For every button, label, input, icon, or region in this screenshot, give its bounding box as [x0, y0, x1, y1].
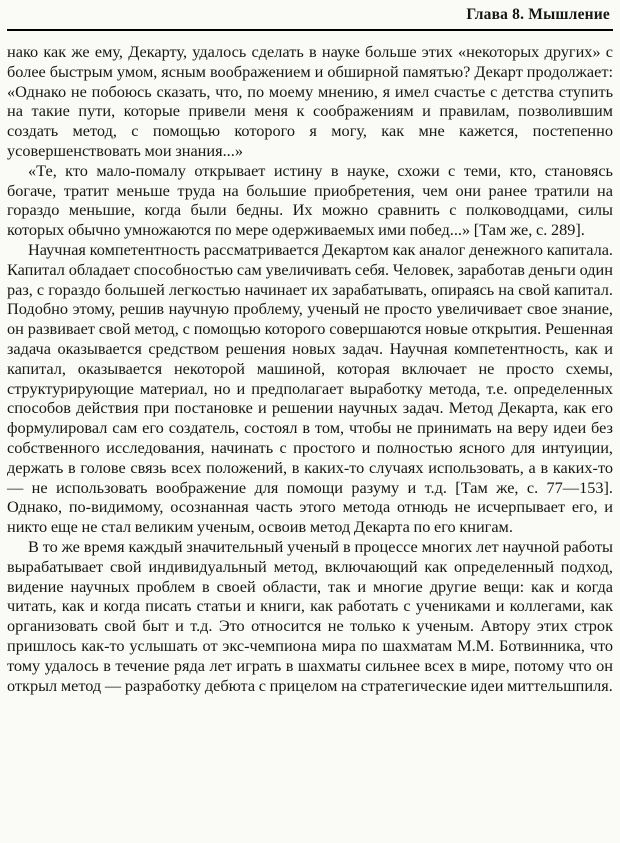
paragraph: «Те, кто мало-помалу открывает истину в науке, схожи с теми, кто, становясь богаче, тратит меньше труда на большие приобретения, чем они ранее тратили на гораздо меньшие, когда были бедны. Их можно сравнить с полководцами, силы которых обычно умножаются по мере одерживаемых ими побед...» [Там же, с. 289].	[7, 160, 613, 240]
paragraph: В то же время каждый значительный ученый в процессе многих лет научной работы вырабатывает свой индивидуальный метод, включающий как определенный подход, видение научных проблем в своей области, так и многие другие вещи: как и когда читать, как и когда писать статьи и книги, как работать с учениками и коллегами, как организовать свой быт и т.д. Это относится не только к ученым. Автору этих строк пришлось как-то услышать от экс-чемпиона мира по шахматам М.М. Ботвинника, что тому удалось в течение ряда лет играть в шахматы сильнее всех в мире, потому что он открыл метод — разработку дебюта с прицелом на стратегические идеи миттельшпиля.	[7, 536, 613, 695]
paragraph: нако как же ему, Декарту, удалось сделать в науке больше этих «некоторых других» с более быстрым умом, ясным воображением и обширной памятью? Декарт продолжает: «Однако не побоюсь сказать, что, по моему мнению, я имел счастье с детства ступить на такие пути, которые привели меня к соображениям и правилам, позволившим создать метод, с помощью которого я могу, как мне кажется, постепенно усовершенствовать мои знания...»	[7, 42, 613, 160]
chapter-title: Глава 8. Мышление	[466, 6, 610, 23]
page-header	[7, 4, 613, 29]
header-rule	[7, 29, 613, 31]
page-body	[7, 42, 613, 695]
paragraph: Научная компетентность рассматривается Декартом как аналог денежного капитала. Капитал обладает способностью сам увеличивать себя. Человек, заработав деньги один раз, с гораздо большей легкостью начинает их зарабатывать, опираясь на свой капитал. Подобно этому, решив научную проблему, ученый не просто увеличивает свое знание, он развивает свой метод, с помощью которого совершаются новые открытия. Решенная задача оказывается средством решения новых задач. Научная компетентность, как и капитал, оказывается некоторой машиной, которая включает не просто схемы, структурирующие материал, но и предполагает выработку метода, т.е. определенных способов действия при постановке и решении научных задач. Метод Декарта, как его формулировал сам его создатель, состоял в том, чтобы не принимать на веру идеи без собственного исследования, начинать с простого и полностью ясного для интуиции, держать в голове связь всех положений, в каких-то случаях использовать, а в каких-то — не использовать воображение для помощи разуму и т.д. [Там же, с. 77—153]. Однако, по-видимому, осознанная часть этого метода отнюдь не исчерпывает его, и никто еще не стал великим ученым, освоив метод Декарта по его книгам.	[7, 239, 613, 537]
